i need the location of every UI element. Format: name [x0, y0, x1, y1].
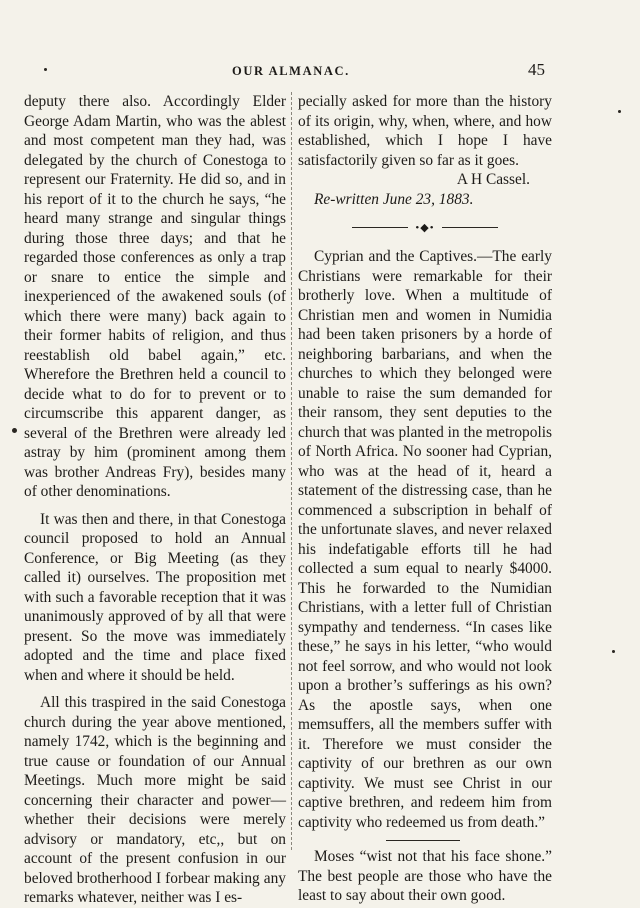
section-ornament-rule — [298, 221, 552, 235]
short-divider-rule — [386, 840, 460, 841]
paragraph-annual-conference: It was then and there, in that Conestoga council proposed to hold an Annual Conference, or Big Meeting (as they called it) ourselves. The proposition met with such a favorable reception that it was unanimously approved of by all that were present. So the move was immediately adopted and the time and place fixed when and where it should be held. — [24, 510, 286, 684]
print-speck — [44, 68, 47, 71]
print-speck — [612, 650, 615, 653]
paragraph-origin: All this traspired in the said Conestoga church during the year above mentioned, namely 1742, which is the beginning and true cause or foundation of our Annual Meetings. Much more might be said concerning their character and power—whether their decisions were merely advisory or mandatory, etc,, but on account of the present confusion in our beloved brotherhood I forbear making any remarks whatever, neither was I es- — [24, 694, 286, 906]
paragraph-deputy: deputy there also. Accordingly Elder George Adam Martin, who was the ablest and most competent man they had, was delegated by the church of Conestoga to represent our Fraternity. He did so, and in his report of it to the church he says, “he heard many strange and singular things during those three days; and that he regarded those conferences as only a trap or snare to entice the simple and inexperienced of the awakened souls (of which there were many) back again to their former habits of religion, and thus reestablish old babel again,” etc. Wherefore the Brethren held a council to decide what to do for to prevent or to circumscribe this apparent danger, as several of the Brethren were already led astray by him (prominent among them was brother Andreas Fry), besides many of other denominations. — [24, 93, 286, 500]
print-speck — [618, 110, 621, 113]
running-head: OUR ALMANAC. — [232, 64, 350, 78]
print-speck — [12, 428, 17, 433]
rewritten-date: Re-written June 23, 1883. — [314, 190, 474, 208]
left-column — [24, 92, 286, 908]
paragraph-cyprian: Cyprian and the Captives.—The early Christians were remarkable for their brotherly love. When a multitude of Christian men and women in Numidia had been taken prisoners by a horde of neighboring barbarians, and when the churches to which they belonged were unable to raise the sum demanded for their ransom, they sent deputies to the church that was planted in the metropolis of North Africa. No sooner had Cyprian, who was at the head of it, heard a statement of the distressing case, than he commenced a subscription in behalf of the unfortunate slaves, and never relaxed his indefatigable efforts till he had collected a sum equal to nearly $4000. This he forwarded to the Numidian Christians, with a letter full of Christian sympathy and tenderness. “In cases like these,” he says in his letter, “who would not feel sorrow, and who would not look upon a brother’s sufferings as his own? As the apostle says, when one memsuffers, all the members suffer with it. Therefore we must consider the captivity of our brethren as our own captivity. We must see Christ in our captive brethren, and redeem him from captivity who redeemed us from death.” — [298, 248, 552, 831]
column-divider — [291, 92, 292, 850]
ornament-icon: •◆• — [408, 221, 442, 235]
paragraph-continuation: pecially asked for more than the history of its origin, why, when, where, and how established, which I hope I have satisfactorily given so far as it goes. — [298, 93, 552, 169]
author-signature: A H Cassel. — [456, 171, 530, 188]
paragraph-moses: Moses “wist not that his face shone.” The best people are those who have the least to say about their own good. — [298, 848, 552, 904]
page-header — [0, 60, 640, 84]
right-column — [298, 92, 552, 906]
page-number: 45 — [528, 60, 545, 79]
